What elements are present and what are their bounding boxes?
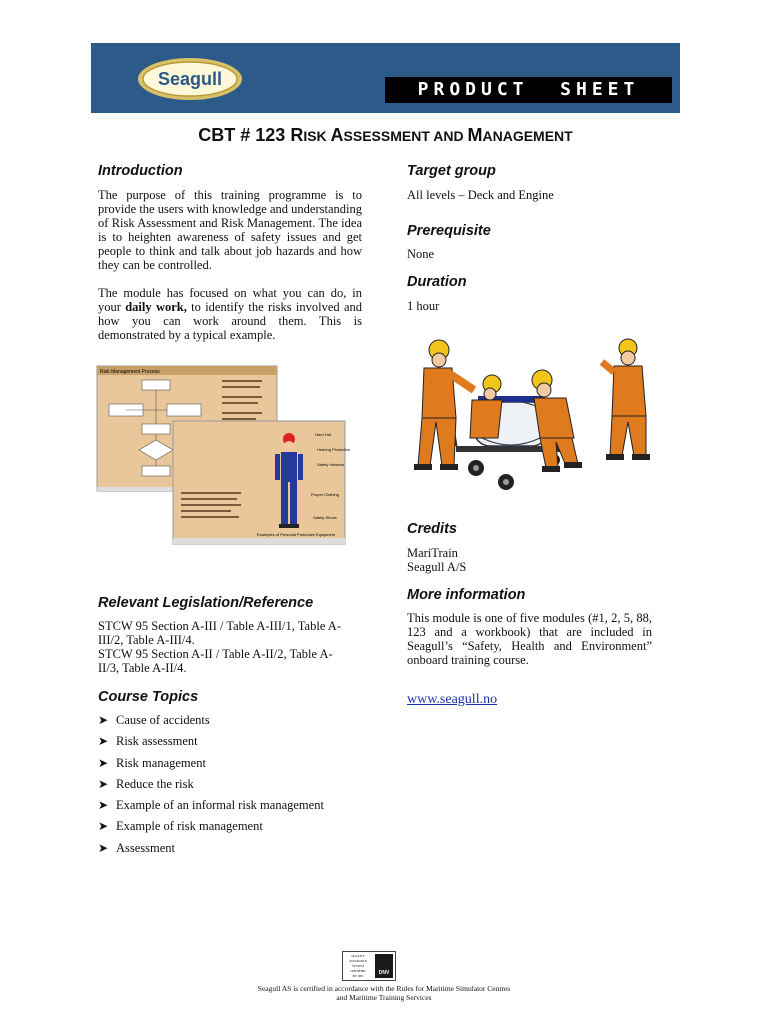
workers-illustration	[406, 338, 656, 494]
arrow-bullet-icon: ➤	[98, 755, 109, 770]
arrow-bullet-icon: ➤	[98, 798, 109, 813]
product-sheet-label: PRODUCT SHEET	[385, 77, 672, 103]
arrow-bullet-icon: ➤	[98, 776, 109, 791]
arrow-bullet-icon: ➤	[98, 734, 109, 749]
svg-text:Examples of Personal Protectiv: Examples of Personal Protective Equipment	[257, 532, 336, 537]
svg-text:Hard Hat: Hard Hat	[315, 432, 332, 437]
svg-text:CERTIFIED: CERTIFIED	[350, 969, 366, 973]
course-screenshot-image	[97, 366, 351, 544]
target-group-heading: Target group	[407, 163, 496, 179]
footer-certification-text: Seagull AS is certified in accordance with the Rules for Maritime Simulator Centres and Maritime Training Services	[257, 984, 511, 1002]
legislation-line: III/2, Table A-III/4.	[98, 633, 195, 647]
list-item: ➤ Assessment	[98, 840, 176, 855]
svg-text:Safety Harness: Safety Harness	[317, 462, 345, 467]
introduction-paragraph-2: The module has focused on what you can do, in your daily work, to identify the risks involved and how you can work around them. This is demonstrated by a typical example.	[98, 286, 363, 342]
course-topics-heading: Course Topics	[98, 689, 199, 705]
target-group-text: All levels – Deck and Engine	[407, 188, 554, 202]
list-item: ➤ Example of risk management	[98, 819, 263, 834]
course-topics-list	[98, 712, 368, 861]
more-information-heading: More information	[407, 587, 526, 603]
page-title: CBT # 123 RISK ASSESSMENT AND MANAGEMENT	[198, 125, 573, 145]
introduction-heading: Introduction	[98, 163, 183, 179]
svg-text:QUALITY: QUALITY	[351, 954, 365, 958]
svg-text:Hearing Protection: Hearing Protection	[317, 447, 351, 452]
list-item: ➤ Risk assessment	[98, 734, 198, 749]
legislation-line: STCW 95 Section A-III / Table A-III/1, Table A-	[98, 619, 341, 633]
credits-line: Seagull A/S	[407, 560, 467, 574]
legislation-heading: Relevant Legislation/Reference	[98, 595, 314, 611]
prerequisite-text: None	[407, 247, 435, 261]
duration-heading: Duration	[407, 274, 467, 290]
logo-text: Seagull	[157, 69, 223, 89]
list-item: ➤ Reduce the risk	[98, 776, 194, 791]
more-information-text: This module is one of five modules (#1, 2, 5, 88, 123 and a workbook) that are included in Seagull’s “Safety, Health and Environment” onboard training course.	[407, 611, 652, 667]
seagull-logo	[137, 57, 243, 101]
arrow-bullet-icon: ➤	[98, 819, 109, 834]
list-item: ➤ Cause of accidents	[98, 713, 210, 727]
svg-text:BY 1995: BY 1995	[352, 974, 364, 978]
duration-text: 1 hour	[407, 299, 440, 313]
credits-line: MariTrain	[407, 546, 458, 560]
introduction-paragraph-1: The purpose of this training programme is to provide the users with knowledge and understanding of Risk Assessment and Risk Management. The idea is to heighten awareness of safety issues and get people to think and talk about job hazards and how they can be controlled.	[98, 188, 362, 272]
arrow-bullet-icon: ➤	[98, 840, 109, 855]
svg-text:Risk Management Process: Risk Management Process	[100, 369, 160, 375]
quality-certification-logo	[342, 951, 396, 981]
svg-text:Proper Clothing: Proper Clothing	[311, 492, 339, 497]
svg-text:DNV: DNV	[378, 970, 390, 976]
prerequisite-heading: Prerequisite	[407, 223, 491, 239]
list-item: ➤ Risk management	[98, 755, 206, 770]
arrow-bullet-icon: ➤	[98, 713, 109, 727]
seagull-website-link[interactable]: www.seagull.no	[407, 692, 498, 707]
svg-text:SYSTEM: SYSTEM	[352, 964, 364, 968]
legislation-line: II/3, Table A-II/4.	[98, 661, 187, 675]
svg-text:ASSURANCE: ASSURANCE	[349, 959, 367, 963]
credits-heading: Credits	[407, 521, 457, 537]
legislation-line: STCW 95 Section A-II / Table A-II/2, Table A-	[98, 647, 333, 661]
list-item: ➤ Example of an informal risk management	[98, 798, 324, 813]
svg-text:Safety Shoes: Safety Shoes	[313, 515, 337, 520]
